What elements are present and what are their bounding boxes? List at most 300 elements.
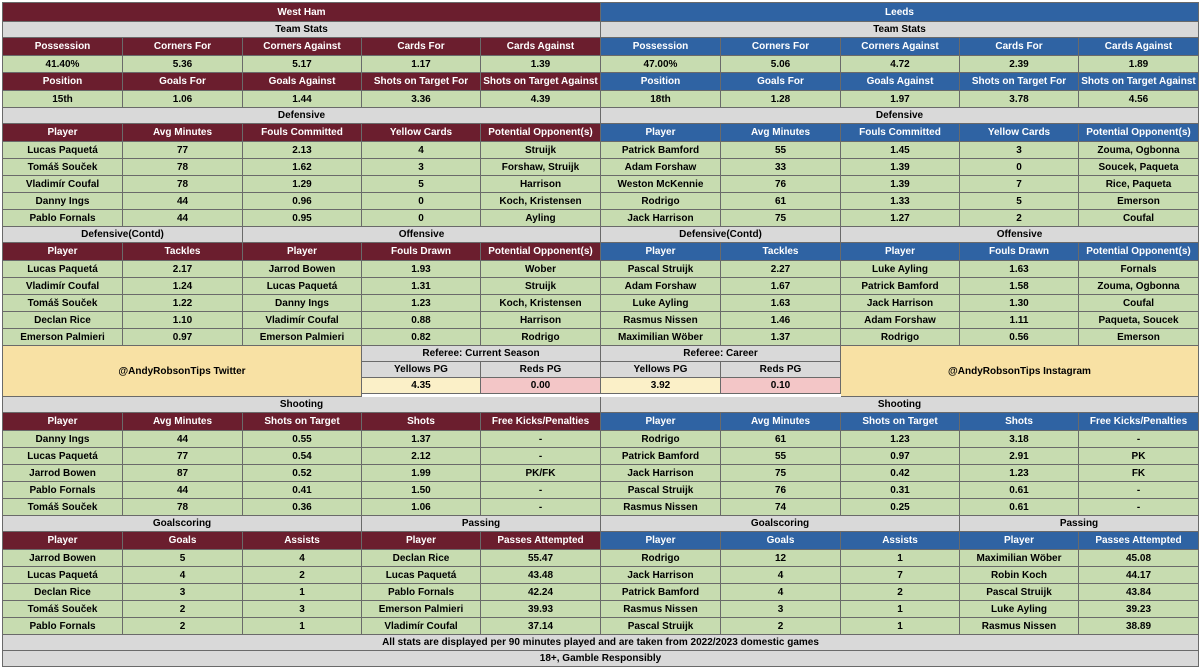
- header-cell: Player: [3, 413, 123, 431]
- table-cell: 0: [362, 193, 481, 210]
- table-cell: Jarrod Bowen: [3, 465, 123, 482]
- table-cell: 2.91: [960, 448, 1079, 465]
- table-cell: 61: [721, 431, 841, 448]
- table-cell: 39.93: [481, 601, 601, 618]
- table-cell: 0.97: [123, 329, 243, 346]
- table-cell: Soucek, Paqueta: [1079, 159, 1199, 176]
- table-cell: Tomáš Souček: [3, 601, 123, 618]
- header-cell: Corners For: [123, 38, 243, 56]
- table-cell: 1.23: [960, 465, 1079, 482]
- reds-label: Reds PG: [721, 362, 841, 378]
- table-cell: 2.17: [123, 261, 243, 278]
- value-cell: 4.39: [481, 91, 601, 108]
- header-cell: Shots on Target For: [960, 73, 1079, 91]
- table-cell: 1.22: [123, 295, 243, 312]
- header-cell: Player: [243, 243, 362, 261]
- table-cell: 1.29: [243, 176, 362, 193]
- table-cell: 77: [123, 142, 243, 159]
- table-cell: Tomáš Souček: [3, 159, 123, 176]
- table-cell: Pablo Fornals: [3, 210, 123, 227]
- header-cell: Shots on Target For: [362, 73, 481, 91]
- table-cell: Rasmus Nissen: [601, 312, 721, 329]
- table-cell: Harrison: [481, 312, 601, 329]
- defensive-header-row: [3, 124, 1199, 142]
- table-cell: 0.36: [243, 499, 362, 516]
- shooting-section-row: [3, 397, 1199, 413]
- table-cell: 1.37: [362, 431, 481, 448]
- table-cell: PK: [1079, 448, 1199, 465]
- stats-sheet: [2, 2, 1199, 667]
- table-cell: Zouma, Ogbonna: [1079, 278, 1199, 295]
- table-cell: Luke Ayling: [960, 601, 1079, 618]
- table-cell: 1.23: [841, 431, 960, 448]
- table-cell: Emerson Palmieri: [243, 329, 362, 346]
- table-cell: 1.23: [362, 295, 481, 312]
- table-cell: 2: [960, 210, 1079, 227]
- table-cell: Ayling: [481, 210, 601, 227]
- home-offensive-label: Offensive: [243, 227, 601, 243]
- table-cell: Tomáš Souček: [3, 295, 123, 312]
- team-stats-header-row-2: [3, 73, 1199, 91]
- table-cell: 1.30: [960, 295, 1079, 312]
- table-cell: 78: [123, 159, 243, 176]
- value-cell: 5.36: [123, 56, 243, 73]
- table-cell: 0.55: [243, 431, 362, 448]
- value-cell: 18th: [601, 91, 721, 108]
- away-team-title: Leeds: [601, 3, 1199, 22]
- table-cell: Emerson: [1079, 329, 1199, 346]
- referee-current-label: Referee: Current Season: [362, 346, 601, 362]
- header-cell: Fouls Drawn: [362, 243, 481, 261]
- header-cell: Avg Minutes: [123, 124, 243, 142]
- header-cell: Avg Minutes: [721, 413, 841, 431]
- team-stats-value-row-1: [3, 56, 1199, 73]
- yellows-label: Yellows PG: [362, 362, 481, 378]
- value-cell: 5.06: [721, 56, 841, 73]
- table-cell: 1.27: [841, 210, 960, 227]
- gamble-notice: 18+, Gamble Responsibly: [3, 651, 1199, 667]
- team-title-row: [3, 3, 1199, 22]
- table-cell: 78: [123, 176, 243, 193]
- table-cell: 0.95: [243, 210, 362, 227]
- table-cell: 1: [841, 550, 960, 567]
- value-cell: 4.72: [841, 56, 960, 73]
- table-cell: 0.52: [243, 465, 362, 482]
- home-team-title: West Ham: [3, 3, 601, 22]
- table-cell: Adam Forshaw: [601, 159, 721, 176]
- table-cell: Pablo Fornals: [3, 482, 123, 499]
- table-cell: Robin Koch: [960, 567, 1079, 584]
- table-cell: Rodrigo: [601, 550, 721, 567]
- header-cell: Fouls Committed: [243, 124, 362, 142]
- table-cell: 0.41: [243, 482, 362, 499]
- table-cell: 1.39: [841, 176, 960, 193]
- table-cell: 0.61: [960, 499, 1079, 516]
- table-cell: 2: [243, 567, 362, 584]
- table-cell: 1: [841, 601, 960, 618]
- table-cell: 1.31: [362, 278, 481, 295]
- current-reds-value: 0.00: [481, 378, 601, 394]
- career-reds-value: 0.10: [721, 378, 841, 394]
- header-cell: Shots on Target: [841, 413, 960, 431]
- header-cell: Player: [3, 243, 123, 261]
- table-cell: 78: [123, 499, 243, 516]
- table-cell: 2: [123, 618, 243, 635]
- header-cell: Assists: [841, 532, 960, 550]
- table-cell: -: [481, 431, 601, 448]
- table-cell: -: [481, 448, 601, 465]
- header-cell: Player: [960, 532, 1079, 550]
- value-cell: 2.39: [960, 56, 1079, 73]
- table-cell: 0.82: [362, 329, 481, 346]
- table-cell: 1.45: [841, 142, 960, 159]
- table-row: [3, 482, 1199, 499]
- home-team-stats-label: Team Stats: [3, 22, 601, 38]
- table-cell: Vladimír Coufal: [3, 278, 123, 295]
- table-cell: 2: [123, 601, 243, 618]
- table-cell: Pablo Fornals: [3, 618, 123, 635]
- table-cell: 45.08: [1079, 550, 1199, 567]
- header-cell: Potential Opponent(s): [481, 124, 601, 142]
- table-cell: Struijk: [481, 278, 601, 295]
- table-cell: Jack Harrison: [601, 210, 721, 227]
- table-cell: Rodrigo: [841, 329, 960, 346]
- reds-label: Reds PG: [481, 362, 601, 378]
- table-cell: 1.63: [960, 261, 1079, 278]
- table-row: [3, 550, 1199, 567]
- table-cell: 4: [721, 584, 841, 601]
- table-cell: Weston McKennie: [601, 176, 721, 193]
- table-cell: 44.17: [1079, 567, 1199, 584]
- team-stats-header-row-1: [3, 38, 1199, 56]
- header-cell: Player: [3, 124, 123, 142]
- twitter-promo: @AndyRobsonTips Twitter: [3, 346, 362, 397]
- away-offensive-label: Offensive: [841, 227, 1199, 243]
- header-cell: Possession: [601, 38, 721, 56]
- table-cell: Rodrigo: [481, 329, 601, 346]
- table-cell: 2: [841, 584, 960, 601]
- value-cell: 3.36: [362, 91, 481, 108]
- table-cell: Emerson Palmieri: [362, 601, 481, 618]
- shooting-header-row: [3, 413, 1199, 431]
- value-cell: 15th: [3, 91, 123, 108]
- table-cell: FK: [1079, 465, 1199, 482]
- table-cell: 5: [960, 193, 1079, 210]
- header-cell: Passes Attempted: [481, 532, 601, 550]
- table-row: [3, 295, 1199, 312]
- table-cell: 44: [123, 210, 243, 227]
- table-cell: 1: [841, 618, 960, 635]
- header-cell: Yellow Cards: [362, 124, 481, 142]
- header-cell: Tackles: [123, 243, 243, 261]
- table-cell: Jack Harrison: [841, 295, 960, 312]
- table-cell: Wober: [481, 261, 601, 278]
- table-cell: Rodrigo: [601, 193, 721, 210]
- table-row: [3, 465, 1199, 482]
- referee-career-label: Referee: Career: [601, 346, 841, 362]
- table-cell: 4: [243, 550, 362, 567]
- table-cell: 4: [123, 567, 243, 584]
- table-cell: -: [1079, 431, 1199, 448]
- table-cell: Rice, Paqueta: [1079, 176, 1199, 193]
- header-cell: Potential Opponent(s): [1079, 124, 1199, 142]
- header-cell: Free Kicks/Penalties: [1079, 413, 1199, 431]
- header-cell: Passes Attempted: [1079, 532, 1199, 550]
- header-cell: Player: [362, 532, 481, 550]
- value-cell: 1.97: [841, 91, 960, 108]
- table-cell: 1.63: [721, 295, 841, 312]
- table-cell: Lucas Paquetá: [3, 567, 123, 584]
- table-cell: 3: [960, 142, 1079, 159]
- table-cell: 0.25: [841, 499, 960, 516]
- table-row: [3, 601, 1199, 618]
- table-cell: 1.24: [123, 278, 243, 295]
- table-cell: Emerson: [1079, 193, 1199, 210]
- table-cell: Adam Forshaw: [601, 278, 721, 295]
- table-cell: 55: [721, 142, 841, 159]
- table-cell: 55: [721, 448, 841, 465]
- table-cell: Koch, Kristensen: [481, 295, 601, 312]
- header-cell: Goals Against: [243, 73, 362, 91]
- referee-current: [362, 346, 601, 397]
- value-cell: 1.06: [123, 91, 243, 108]
- table-cell: Lucas Paquetá: [3, 448, 123, 465]
- header-cell: Player: [3, 532, 123, 550]
- table-cell: 0.56: [960, 329, 1079, 346]
- table-cell: 3: [721, 601, 841, 618]
- table-cell: 1.67: [721, 278, 841, 295]
- header-cell: Goals: [721, 532, 841, 550]
- table-cell: Pascal Struijk: [601, 261, 721, 278]
- contd-header-row: [3, 243, 1199, 261]
- career-yellows-value: 3.92: [601, 378, 721, 394]
- value-cell: 41.40%: [3, 56, 123, 73]
- goals-pass-table-body: [3, 550, 1199, 635]
- table-cell: 3: [243, 601, 362, 618]
- contd-table-body: [3, 261, 1199, 346]
- home-defensive-contd-label: Defensive(Contd): [3, 227, 243, 243]
- away-goalscoring-label: Goalscoring: [601, 516, 960, 532]
- table-cell: 0.61: [960, 482, 1079, 499]
- header-cell: Goals: [123, 532, 243, 550]
- table-cell: 1: [243, 584, 362, 601]
- header-cell: Possession: [3, 38, 123, 56]
- table-cell: PK/FK: [481, 465, 601, 482]
- table-cell: 33: [721, 159, 841, 176]
- header-cell: Cards Against: [1079, 38, 1199, 56]
- table-cell: Danny Ings: [3, 193, 123, 210]
- away-defensive-label: Defensive: [601, 108, 1199, 124]
- table-cell: 61: [721, 193, 841, 210]
- table-cell: 75: [721, 210, 841, 227]
- table-cell: 77: [123, 448, 243, 465]
- header-cell: Avg Minutes: [721, 124, 841, 142]
- table-cell: Rasmus Nissen: [960, 618, 1079, 635]
- header-cell: Player: [601, 413, 721, 431]
- table-cell: Vladimír Coufal: [243, 312, 362, 329]
- table-cell: Emerson Palmieri: [3, 329, 123, 346]
- goals-pass-section-row: [3, 516, 1199, 532]
- table-row: [3, 278, 1199, 295]
- table-cell: Rodrigo: [601, 431, 721, 448]
- table-cell: Declan Rice: [3, 584, 123, 601]
- home-passing-label: Passing: [362, 516, 601, 532]
- table-cell: 3: [362, 159, 481, 176]
- table-cell: 1.11: [960, 312, 1079, 329]
- header-cell: Player: [841, 243, 960, 261]
- home-goalscoring-label: Goalscoring: [3, 516, 362, 532]
- header-cell: Fouls Drawn: [960, 243, 1079, 261]
- table-cell: 2.13: [243, 142, 362, 159]
- table-cell: 4: [721, 567, 841, 584]
- table-cell: 44: [123, 431, 243, 448]
- header-cell: Player: [601, 124, 721, 142]
- table-cell: 37.14: [481, 618, 601, 635]
- table-cell: 2.27: [721, 261, 841, 278]
- table-cell: 1.39: [841, 159, 960, 176]
- value-cell: 4.56: [1079, 91, 1199, 108]
- table-cell: Luke Ayling: [601, 295, 721, 312]
- table-cell: 5: [123, 550, 243, 567]
- table-cell: Patrick Bamford: [601, 448, 721, 465]
- table-cell: 74: [721, 499, 841, 516]
- table-cell: 1.99: [362, 465, 481, 482]
- defensive-table-body: [3, 142, 1199, 227]
- table-cell: 1.50: [362, 482, 481, 499]
- table-cell: 1.62: [243, 159, 362, 176]
- header-cell: Avg Minutes: [123, 413, 243, 431]
- value-cell: 1.44: [243, 91, 362, 108]
- table-cell: Danny Ings: [3, 431, 123, 448]
- table-row: [3, 176, 1199, 193]
- table-cell: Tomáš Souček: [3, 499, 123, 516]
- table-cell: 87: [123, 465, 243, 482]
- table-cell: 38.89: [1079, 618, 1199, 635]
- table-cell: 0.31: [841, 482, 960, 499]
- table-cell: 0: [362, 210, 481, 227]
- table-row: [3, 312, 1199, 329]
- header-cell: Position: [601, 73, 721, 91]
- table-row: [3, 584, 1199, 601]
- table-cell: Jarrod Bowen: [243, 261, 362, 278]
- table-cell: Patrick Bamford: [841, 278, 960, 295]
- table-row: [3, 448, 1199, 465]
- table-cell: 0.88: [362, 312, 481, 329]
- table-cell: 75: [721, 465, 841, 482]
- table-cell: 1.06: [362, 499, 481, 516]
- table-cell: Lucas Paquetá: [3, 261, 123, 278]
- table-cell: 43.48: [481, 567, 601, 584]
- table-cell: Pascal Struijk: [601, 482, 721, 499]
- table-cell: Vladimír Coufal: [362, 618, 481, 635]
- table-cell: 3: [123, 584, 243, 601]
- table-cell: 1.10: [123, 312, 243, 329]
- table-cell: -: [1079, 482, 1199, 499]
- header-cell: Potential Opponent(s): [1079, 243, 1199, 261]
- table-cell: 12: [721, 550, 841, 567]
- referee-block: [3, 346, 1199, 397]
- table-cell: 0.54: [243, 448, 362, 465]
- table-cell: Koch, Kristensen: [481, 193, 601, 210]
- header-cell: Yellow Cards: [960, 124, 1079, 142]
- team-stats-value-row-2: [3, 91, 1199, 108]
- table-cell: Patrick Bamford: [601, 142, 721, 159]
- table-cell: Coufal: [1079, 295, 1199, 312]
- table-row: [3, 431, 1199, 448]
- table-cell: -: [481, 499, 601, 516]
- table-cell: Danny Ings: [243, 295, 362, 312]
- table-row: [3, 499, 1199, 516]
- table-cell: Lucas Paquetá: [3, 142, 123, 159]
- table-cell: Jarrod Bowen: [3, 550, 123, 567]
- table-row: [3, 210, 1199, 227]
- table-cell: Vladimír Coufal: [3, 176, 123, 193]
- table-row: [3, 618, 1199, 635]
- away-shooting-label: Shooting: [601, 397, 1199, 413]
- table-cell: Declan Rice: [362, 550, 481, 567]
- table-cell: 1: [243, 618, 362, 635]
- table-cell: 44: [123, 193, 243, 210]
- table-cell: 0.96: [243, 193, 362, 210]
- header-cell: Shots: [362, 413, 481, 431]
- header-cell: Player: [601, 532, 721, 550]
- header-cell: Free Kicks/Penalties: [481, 413, 601, 431]
- header-cell: Corners Against: [841, 38, 960, 56]
- value-cell: 1.17: [362, 56, 481, 73]
- table-cell: Lucas Paquetá: [362, 567, 481, 584]
- table-cell: 1.93: [362, 261, 481, 278]
- table-cell: Jack Harrison: [601, 465, 721, 482]
- header-cell: Goals For: [123, 73, 243, 91]
- table-cell: Harrison: [481, 176, 601, 193]
- table-cell: Pablo Fornals: [362, 584, 481, 601]
- table-row: [3, 193, 1199, 210]
- table-cell: Declan Rice: [3, 312, 123, 329]
- instagram-promo: @AndyRobsonTips Instagram: [841, 346, 1199, 397]
- table-cell: 3.18: [960, 431, 1079, 448]
- table-cell: 0.42: [841, 465, 960, 482]
- header-cell: Cards Against: [481, 38, 601, 56]
- referee-career: [601, 346, 841, 397]
- table-cell: 1.46: [721, 312, 841, 329]
- table-cell: Pascal Struijk: [601, 618, 721, 635]
- header-cell: Shots: [960, 413, 1079, 431]
- header-cell: Cards For: [362, 38, 481, 56]
- table-cell: 7: [841, 567, 960, 584]
- table-cell: Patrick Bamford: [601, 584, 721, 601]
- table-cell: Zouma, Ogbonna: [1079, 142, 1199, 159]
- table-cell: Lucas Paquetá: [243, 278, 362, 295]
- current-yellows-value: 4.35: [362, 378, 481, 394]
- table-cell: 4: [362, 142, 481, 159]
- footer-note: All stats are displayed per 90 minutes played and are taken from 2022/2023 domestic games: [3, 635, 1199, 651]
- table-cell: Struijk: [481, 142, 601, 159]
- table-cell: Adam Forshaw: [841, 312, 960, 329]
- header-cell: Player: [601, 243, 721, 261]
- header-cell: Tackles: [721, 243, 841, 261]
- table-cell: 42.24: [481, 584, 601, 601]
- table-cell: Maximilian Wöber: [601, 329, 721, 346]
- table-cell: 5: [362, 176, 481, 193]
- away-passing-label: Passing: [960, 516, 1199, 532]
- table-cell: 0: [960, 159, 1079, 176]
- value-cell: 3.78: [960, 91, 1079, 108]
- header-cell: Shots on Target Against: [1079, 73, 1199, 91]
- table-row: [3, 567, 1199, 584]
- table-row: [3, 329, 1199, 346]
- table-cell: 0.97: [841, 448, 960, 465]
- home-shooting-label: Shooting: [3, 397, 601, 413]
